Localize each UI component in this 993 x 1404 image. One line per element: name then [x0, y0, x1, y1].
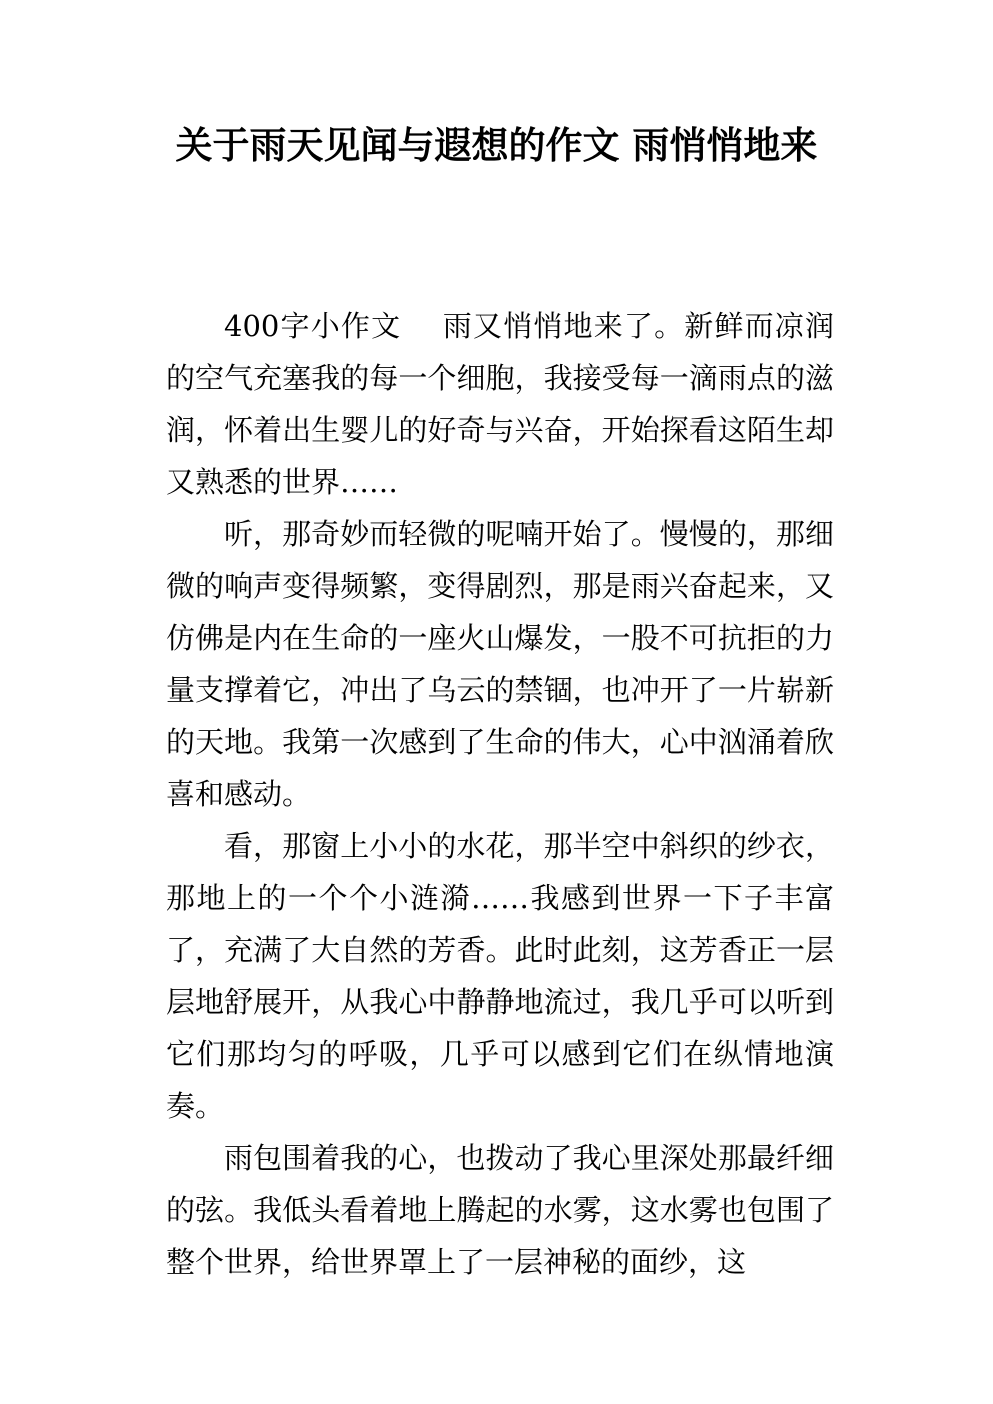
paragraph-4: 雨包围着我的心，也拨动了我心里深处那最纤细的弦。我低头看着地上腾起的水雾，这水雾也包围了整个世界，给世界罩上了一层神秘的面纱，这	[166, 1141, 834, 1279]
document-title: 关于雨天见闻与遐想的作文 雨悄悄地来	[175, 124, 818, 167]
paragraph-2: 听，那奇妙而轻微的呢喃开始了。慢慢的，那细微的响声变得频繁，变得剧烈，那是雨兴奋起来，又仿佛是内在生命的一座火山爆发，一股不可抗拒的力量支撑着它，冲出了乌云的禁锢，也冲开了一片崭新的天地。我第一次感到了生命的伟大，心中汹涌着欣喜和感动。	[166, 517, 834, 811]
paragraph-1: 400字小作文 雨又悄悄地来了。新鲜而凉润的空气充塞我的每一个细胞，我接受每一滴雨点的滋润，怀着出生婴儿的好奇与兴奋，开始探看这陌生却又熟悉的世界……	[166, 309, 834, 499]
paragraph-3: 看，那窗上小小的水花，那半空中斜织的纱衣，那地上的一个个小涟漪……我感到世界一下子丰富了，充满了大自然的芳香。此时此刻，这芳香正一层层地舒展开，从我心中静静地流过，我几乎可以听到它们那均匀的呼吸，几乎可以感到它们在纵情地演奏。	[166, 829, 834, 1123]
document-body	[166, 300, 834, 1288]
